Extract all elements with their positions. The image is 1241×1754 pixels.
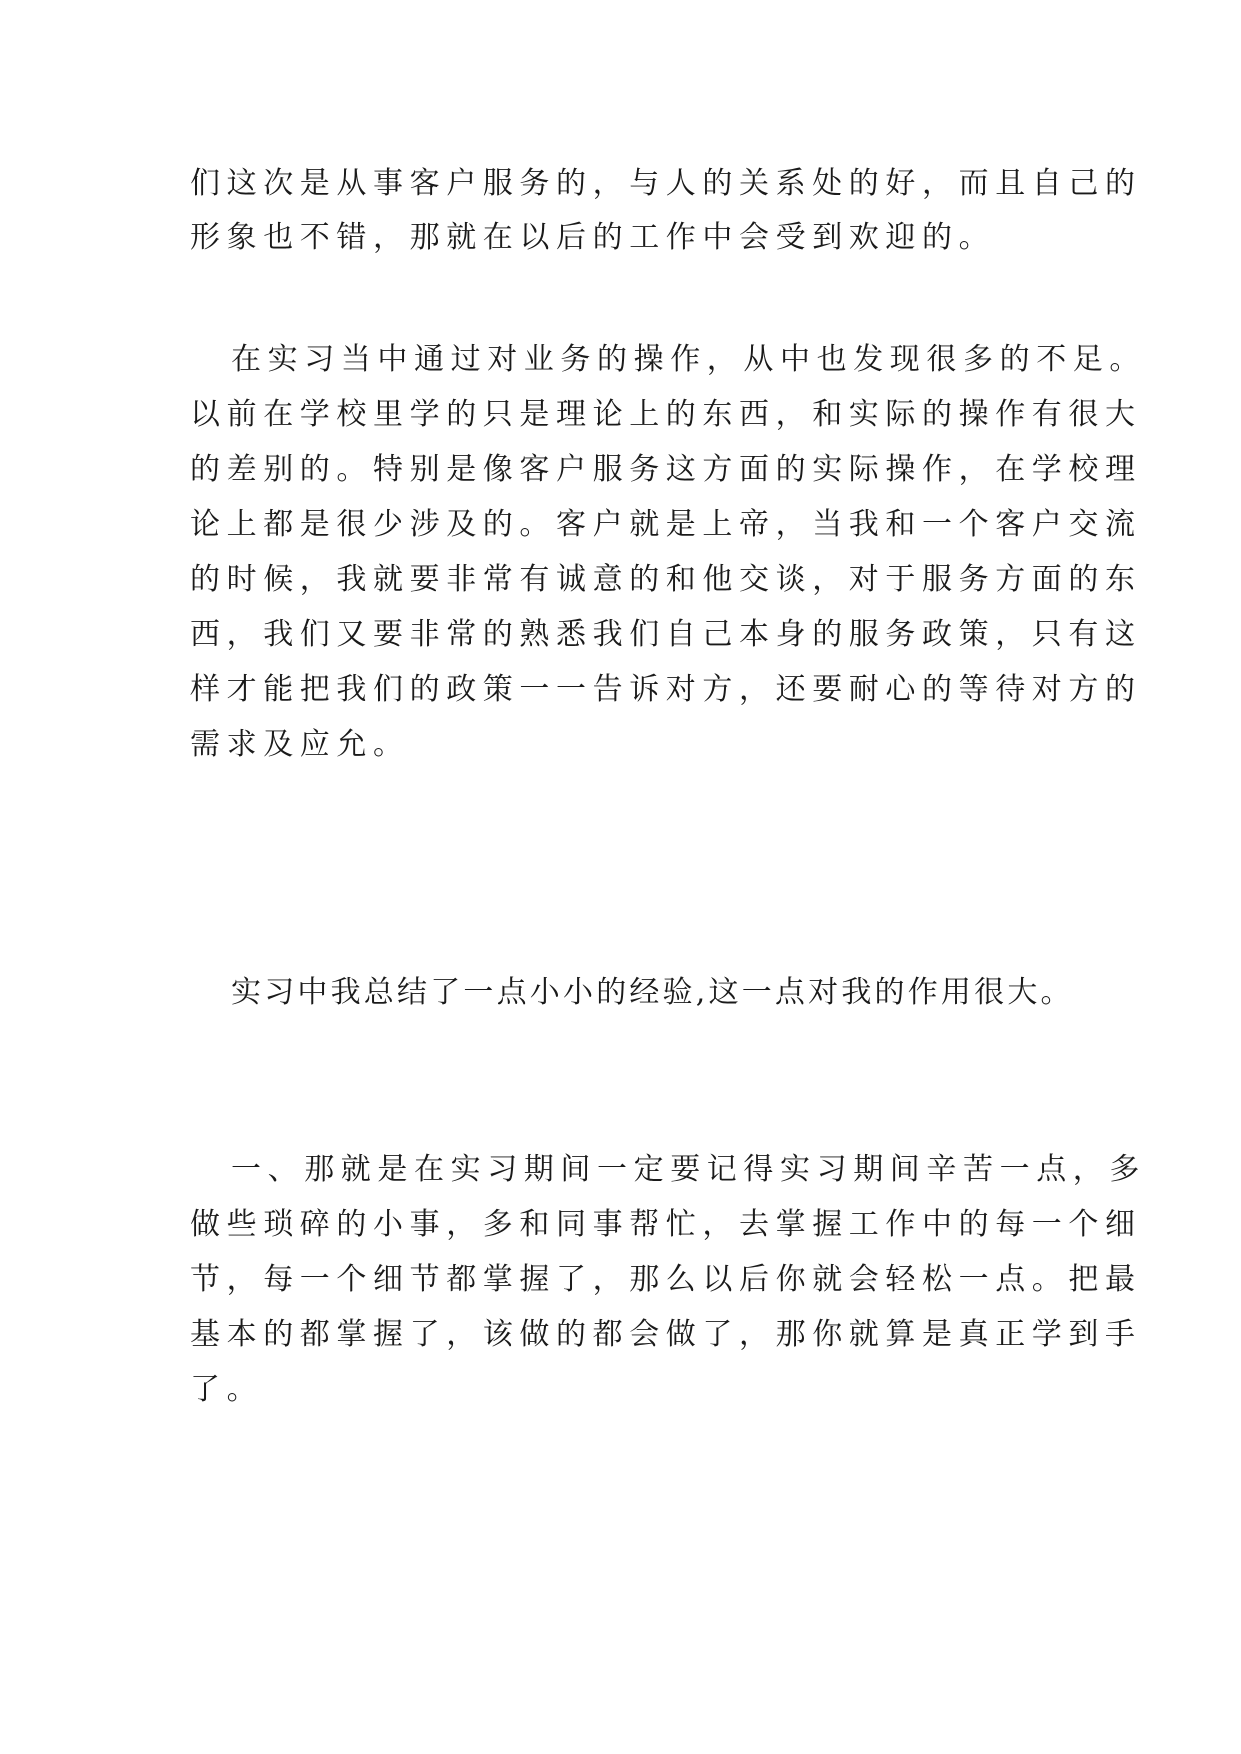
text-line: 论上都是很少涉及的。客户就是上帝，当我和一个客户交流 (190, 507, 1142, 542)
text-line: 基本的都掌握了，该做的都会做了，那你就算是真正学到手 (190, 1317, 1142, 1352)
text-line: 节，每一个细节都掌握了，那么以后你就会轻松一点。把最 (190, 1262, 1142, 1297)
text-line: 西，我们又要非常的熟悉我们自己本身的服务政策，只有这 (190, 617, 1142, 652)
text-line: 的差别的。特别是像客户服务这方面的实际操作，在学校理 (190, 452, 1142, 487)
text-line: 以前在学校里学的只是理论上的东西，和实际的操作有很大 (190, 397, 1142, 432)
text-line: 样才能把我们的政策一一告诉对方，还要耐心的等待对方的 (190, 672, 1142, 707)
text-line: 了。 (190, 1372, 264, 1407)
text-line: 一、那就是在实习期间一定要记得实习期间辛苦一点，多 (231, 1152, 1146, 1187)
text-line: 做些琐碎的小事，多和同事帮忙，去掌握工作中的每一个细 (190, 1207, 1142, 1242)
text-line: 在实习当中通过对业务的操作，从中也发现很多的不足。 (231, 342, 1146, 377)
text-line: 实习中我总结了一点小小的经验,这一点对我的作用很大。 (231, 975, 1074, 1010)
text-line: 需求及应允。 (190, 727, 410, 762)
text-line: 们这次是从事客户服务的，与人的关系处的好，而且自己的 (190, 166, 1142, 201)
text-line: 形象也不错，那就在以后的工作中会受到欢迎的。 (190, 220, 996, 255)
text-line: 的时候，我就要非常有诚意的和他交谈，对于服务方面的东 (190, 562, 1142, 597)
